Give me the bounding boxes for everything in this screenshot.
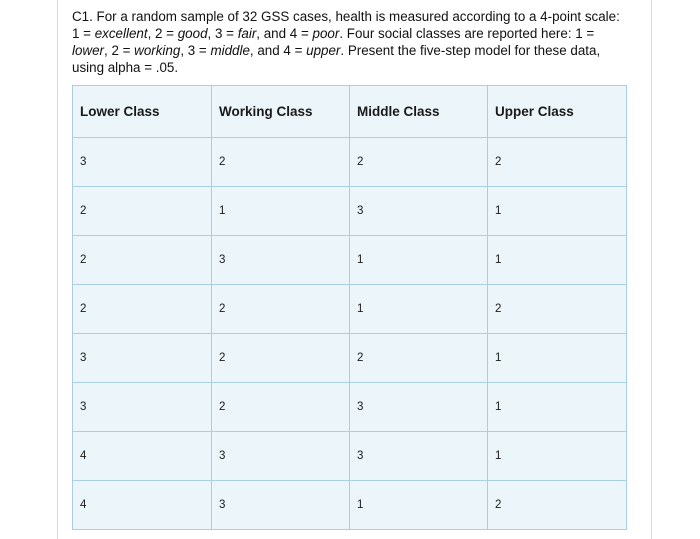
table-row (73, 187, 627, 236)
table-cell: 2 (212, 383, 350, 432)
scale-term: excellent (94, 26, 148, 41)
column-header-lower-class: Lower Class (73, 86, 212, 138)
problem-text: 1 = (72, 26, 95, 41)
problem-text: . Four social classes are reported here: 1 = (339, 26, 595, 41)
table-cell: 1 (350, 285, 488, 334)
table-cell: 1 (488, 236, 627, 285)
table-cell: 3 (73, 334, 212, 383)
table-cell: 1 (488, 383, 627, 432)
class-term: lower (72, 43, 104, 58)
table-cell: 1 (212, 187, 350, 236)
problem-text: , 2 = (104, 43, 135, 58)
table-cell: 2 (212, 285, 350, 334)
table-row (73, 383, 627, 432)
scale-term: good (177, 26, 208, 41)
table-cell: 4 (73, 432, 212, 481)
document-page (57, 0, 652, 539)
table-cell: 1 (488, 432, 627, 481)
scale-term: poor (312, 26, 340, 41)
table-row (73, 138, 627, 187)
scale-term: fair (237, 26, 257, 41)
table-row (73, 236, 627, 285)
problem-text: C1. For a random sample of 32 GSS cases, health is measured according to a 4-point scale: (72, 9, 620, 24)
class-term: upper (306, 43, 341, 58)
table-cell: 3 (350, 383, 488, 432)
table-cell: 1 (488, 334, 627, 383)
table-header-row (73, 86, 627, 138)
table-cell: 3 (350, 187, 488, 236)
table-cell: 3 (212, 236, 350, 285)
health-by-class-table (72, 85, 627, 530)
table-cell: 2 (73, 236, 212, 285)
table-cell: 2 (73, 187, 212, 236)
table-cell: 1 (350, 481, 488, 530)
problem-text: , and 4 = (249, 43, 307, 58)
table-cell: 2 (350, 138, 488, 187)
column-header-working-class: Working Class (212, 86, 350, 138)
table-row (73, 334, 627, 383)
table-cell: 3 (350, 432, 488, 481)
table-cell: 2 (488, 285, 627, 334)
table-cell: 3 (73, 383, 212, 432)
class-term: working (134, 43, 181, 58)
table-cell: 2 (212, 334, 350, 383)
table-cell: 2 (350, 334, 488, 383)
problem-statement (72, 8, 642, 76)
table-row (73, 481, 627, 530)
problem-line-3 (72, 42, 642, 59)
problem-line-1 (72, 8, 642, 25)
problem-text: , 3 = (180, 43, 211, 58)
table-cell: 2 (73, 285, 212, 334)
problem-text: . Present the five-step model for these data, (340, 43, 601, 58)
problem-text: , and 4 = (256, 26, 313, 41)
table-cell: 3 (73, 138, 212, 187)
problem-text: using alpha = .05. (72, 60, 179, 75)
problem-text: , 3 = (207, 26, 238, 41)
table-cell: 1 (350, 236, 488, 285)
problem-line-2 (72, 25, 642, 42)
table-cell: 2 (212, 138, 350, 187)
table-cell: 3 (212, 432, 350, 481)
table-cell: 2 (488, 481, 627, 530)
column-header-middle-class: Middle Class (350, 86, 488, 138)
table-row (73, 432, 627, 481)
table-cell: 4 (73, 481, 212, 530)
class-term: middle (210, 43, 250, 58)
problem-line-4 (72, 59, 642, 76)
table-cell: 1 (488, 187, 627, 236)
table-cell: 3 (212, 481, 350, 530)
table-row (73, 285, 627, 334)
problem-text: , 2 = (147, 26, 178, 41)
column-header-upper-class: Upper Class (488, 86, 627, 138)
table-cell: 2 (488, 138, 627, 187)
